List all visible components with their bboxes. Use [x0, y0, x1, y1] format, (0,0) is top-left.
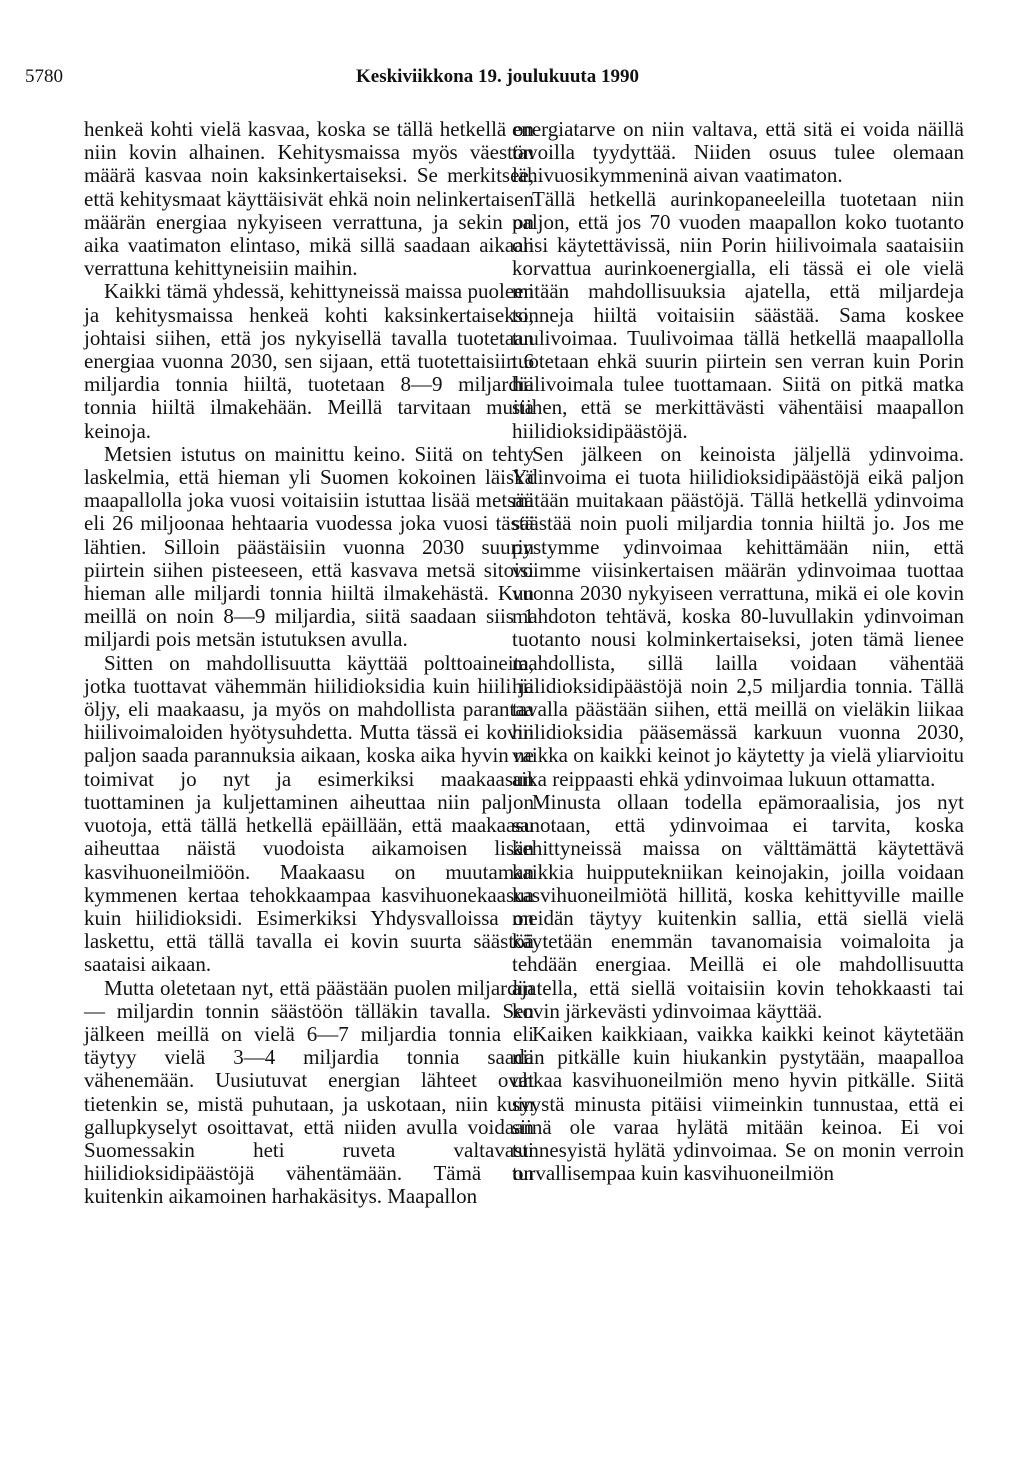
paragraph: Minusta ollaan todella epämoraalisia, jos nyt sanotaan, että ydinvoimaa ei tarvita, koska kehittyneissä maissa on välttämättä käytettävä kaikkia huipputekniikan keinojakin, joilla voidaan kasvihuoneilmiötä hillitä, koska kehittyville maille meidän täytyy kuitenkin sallia, että siellä vielä käytetään enemmän tavanomaisia voimaloita ja tehdään energiaa. Meillä ei ole mahdollisuutta ajatella, että siellä voitaisiin kovin tehokkaasti tai kovin järkevästi ydinvoimaa käyttää. [512, 789, 964, 1023]
page-number: 5780 [25, 66, 63, 87]
paragraph: Kaiken kaikkiaan, vaikka kaikki keinot käytetään niin pitkälle kuin hiukankin pystytään, maapalloa uhkaa kasvihuoneilmiön meno hyvin pitkälle. Siitä syystä minusta pitäisi viimeinkin tunnustaa, että ei siinä ole varaa hylätä mitään keinoa. Ei voi tunnesyistä hylätä ydinvoimaa. Se on monin verroin turvallisempaa kuin kasvihuoneilmiön [512, 1021, 964, 1186]
left-column [84, 118, 534, 1209]
paragraph: henkeä kohti vielä kasvaa, koska se tällä hetkellä on niin kovin alhainen. Kehitysmaissa myös väestön määrä kasvaa noin kaksinkertaiseksi. Se merkitsee, että kehitysmaat käyttäisivät ehkä noin nelinkertaisen määrän energiaa nykyiseen verrattuna, ja sekin on aika vaatimaton elintaso, mikä sillä saadaan aikaan verrattuna kehittyneisiin maihin. [84, 117, 534, 281]
paragraph: Kaikki tämä yhdessä, kehittyneissä maissa puoleen ja kehitysmaissa henkeä kohti kaksinkertaiseksi, johtaisi siihen, että jos nykyisellä tavalla tuotetaan energiaa vuonna 2030, sen sijaan, että tuotettaisiin 6 miljardia tonnia hiiltä, tuotetaan 8—9 miljardia tonnia hiiltä ilmakehään. Meillä tarvitaan muita keinoja. [84, 279, 534, 443]
paragraph: Tällä hetkellä aurinkopaneeleilla tuotetaan niin paljon, että jos 70 vuoden maapallon koko tuotanto olisi käytettävissä, niin Porin hiilivoimala saataisiin korvattua aurinkoenergialla, eli tässä ei ole vielä mitään mahdollisuuksia ajatella, että miljardeja tonneja hiiltä voitaisiin säästää. Sama koskee tuulivoimaa. Tuulivoimaa tällä hetkellä maapallolla tuotetaan ehkä suurin piirtein sen verran kuin Porin hiilivoimala tulee tuottamaan. Siitä on pitkä matka siihen, että se merkittävästi vähentäisi maapallon hiilidioksidipäästöjä. [512, 186, 964, 443]
paragraph: Sen jälkeen on keinoista jäljellä ydinvoima. Ydinvoima ei tuota hiilidioksidipäästöjä eikä paljon mitään muitakaan päästöjä. Tällä hetkellä ydinvoima säästää noin puoli miljardia tonnia hiiltä jo. Jos me pystymme ydinvoimaa kehittämään niin, että voimme viisinkertaisen määrän ydinvoimaa tuottaa vuonna 2030 nykyiseen verrattuna, mikä ei ole kovin mahdoton tehtävä, koska 80-luvullakin ydinvoiman tuotanto nousi kolminkertaiseksi, joten tämä lienee mahdollista, sillä lailla voidaan vähentää hiilidioksidipäästöjä noin 2,5 miljardia tonnia. Tällä tavalla päästään siihen, että meillä on vieläkin liikaa hiilidioksidia pääsemässä karkuun vuonna 2030, vaikka on kaikki keinot jo käytetty ja vielä yliarvioitu aika reippaasti ehkä ydinvoimaa lukuun ottamatta. [512, 441, 964, 791]
paragraph: Sitten on mahdollisuutta käyttää polttoaineita, jotka tuottavat vähemmän hiilidioksidia kuin hiili ja öljy, eli maakaasu, ja myös on mahdollista parantaa hiilivoimaloiden hyötysuhdetta. Mutta tässä ei kovin paljon saada parannuksia aikaan, koska aika hyvin ne toimivat jo nyt ja esimerkiksi maakaasun tuottaminen ja kuljettaminen aiheuttaa niin paljon vuotoja, että tällä hetkellä epäillään, että maakaasu aiheuttaa näistä vuodoista aikamoisen lisän kasvihuoneilmiöön. Maakaasu on muutaman kymmenen kertaa tehokkaampaa kasvihuonekaasua kuin hiilidioksidi. Esimerkiksi Yhdysvalloissa on laskettu, että tällä tavalla ei kovin suurta säästöä saataisi aikaan. [84, 650, 534, 977]
paragraph: energiatarve on niin valtava, että sitä ei voida näillä tavoilla tyydyttää. Niiden osuus tulee olemaan lähivuosikymmeninä aivan vaatimaton. [512, 117, 964, 188]
right-column [512, 118, 964, 1185]
paragraph: Metsien istutus on mainittu keino. Siitä on tehty laskelmia, että hieman yli Suomen kokoinen läiskä maapallolla joka vuosi voitaisiin istuttaa lisää metsää eli 26 miljoonaa hehtaaria vuodessa joka vuosi tästä lähtien. Silloin päästäisiin vuonna 2030 suurin piirtein siihen pisteeseen, että kasvava metsä sitoisi hieman alle miljardi tonnia hiiltä ilmakehästä. Kun meillä on noin 8—9 miljardia, siitä saadaan siis 1 miljardi pois metsän istutuksen avulla. [84, 441, 534, 652]
paragraph: Mutta oletetaan nyt, että päästään puolen miljardin — miljardin tonnin säästöön tälläkin tavalla. Sen jälkeen meillä on vielä 6—7 miljardia tonnia eli täytyy vielä 3—4 miljardia tonnia saada vähenemään. Uusiutuvat energian lähteet ovat tietenkin se, mistä puhutaan, ja uskotaan, niin kuin gallupkyselyt osoittavat, että niiden avulla voidaan Suomessakin heti ruveta valtavasti hiilidioksidipäästöjä vähentämään. Tämä on kuitenkin aikamoinen harhakäsitys. Maapallon [84, 975, 534, 1209]
running-title: Keskiviikkona 19. joulukuuta 1990 [356, 66, 639, 87]
page-header [25, 66, 975, 92]
